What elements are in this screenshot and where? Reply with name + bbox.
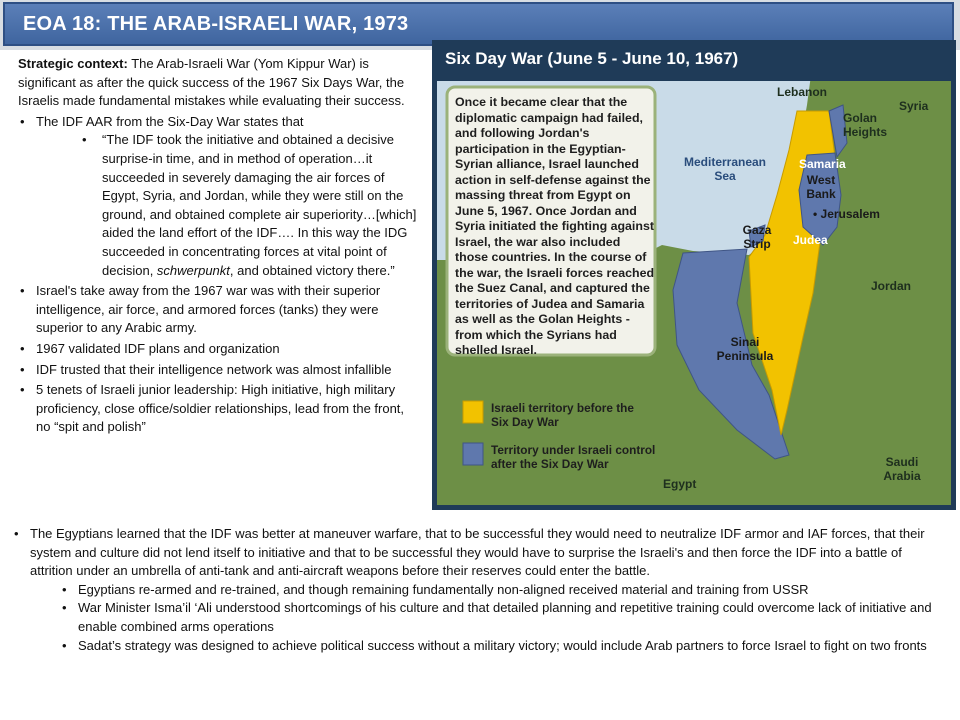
bullet-intel: • IDF trusted that their intelligence network was almost infallible [18,361,418,380]
bullet-validated: • 1967 validated IDF plans and organization [18,340,418,359]
bullet-aar [18,113,418,280]
label-golan: Golan Heights [843,111,888,139]
label-jerusalem: • Jerusalem [813,207,880,221]
bottom-sub-bullet-2: • War Minister Isma’il ‘Ali understood shortcomings of his culture and that detailed planning and repetitive training could overcome lack of initiative and enable combined arms operations [12,599,932,636]
slide-title: EOA 18: THE ARAB-ISRAELI WAR, 1973 [23,13,409,35]
quote-text-2: , and obtained victory there.” [229,262,395,278]
label-egypt: Egypt [663,477,697,491]
label-sinai: Sinai Peninsula [716,335,774,363]
bottom-section [12,525,932,655]
legend-label-control: Territory under Israeli control after the Six Day War [491,443,656,471]
label-west-bank: West Bank [806,173,836,201]
intro-text: The Arab-Israeli War (Yom Kippur War) is significant as after the quick success of the 1967 Six Days War, the Israelis made fundamental mistakes while evaluating their success. [18,56,405,109]
label-judea: Judea [793,233,828,247]
quote-text-1: “The IDF took the initiative and obtained a decisive surprise-in time, and in method of operation…it succeeded in severely damaging the air forces of Egypt, Syria, and Jordan, while they were still on the ground, and obtained complete air superiority…[which] aided the land effort of the IDF…. In this way the IDG succeeded in concentrating forces at vital point of decision, [102,132,417,278]
map-description: Once it became clear that the diplomatic campaign had failed, and following Jordan's participation in the Egyptian-Syrian alliance, Israel launched action in self-defense against the massing threat from Egypt on June 5, 1967. Once Jordan and Syria initiated the fighting against Israel, the war also included those countries. In the course of the war, the Israeli forces reached the Suez Canal, and captured the territories of Judea and Samaria as well as the Golan Heights - from which the Syrians had shelled Israel. [455,95,655,357]
six-day-war-map [432,40,956,510]
map-title: Six Day War (June 5 - June 10, 1967) [445,49,739,68]
label-samaria: Samaria [799,157,846,171]
bullet-takeaway: • Israel's take away from the 1967 war was with their superior intelligence, air force, and armored forces (tanks) they were superior to any Arabic army. [18,282,418,338]
label-lebanon: Lebanon [777,85,827,99]
bottom-main-bullet: • The Egyptians learned that the IDF was better at maneuver warfare, that to be successful they would need to neutralize IDF armor and IAF forces, that their system and culture did not lend itself to initiative and that to be successful they would have to surprise the Israeli's and then force the IDF into a battle of attrition under an umbrella of anti-tank and anti-aircraft weapons before their reserves could enter the battle. [12,525,932,581]
bottom-sub-bullet-3: • Sadat’s strategy was designed to achieve political success without a military victory; would include Arab partners to force Israel to fight on two fronts [12,637,932,656]
legend-swatch-yellow [463,401,483,423]
left-column [18,55,418,439]
bullet-tenets: • 5 tenets of Israeli junior leadership: High initiative, high military proficiency, close office/soldier relationships, lead from the front, no “spit and polish” [18,381,418,437]
label-mediterranean: Mediterranean Sea [683,155,767,183]
intro-paragraph [18,55,418,111]
intro-label: Strategic context: [18,56,128,71]
bullet-quote [36,131,418,280]
left-bullets [18,113,418,437]
label-syria: Syria [899,99,929,113]
bullet-aar-text: The IDF AAR from the Six-Day War states that [36,113,304,129]
legend-label-israeli: Israeli territory before the Six Day War [491,401,634,429]
legend-swatch-blue [463,443,483,465]
label-jordan: Jordan [871,279,912,293]
bottom-sub-bullet-1: • Egyptians re-armed and re-trained, and though remaining fundamentally non-aligned received material and training from USSR [12,581,932,600]
label-gaza: Gaza Strip [742,223,772,251]
label-saudi: Saudi Arabia [883,455,921,483]
quote-list [36,131,418,280]
quote-italic: schwerpunkt [156,262,230,278]
